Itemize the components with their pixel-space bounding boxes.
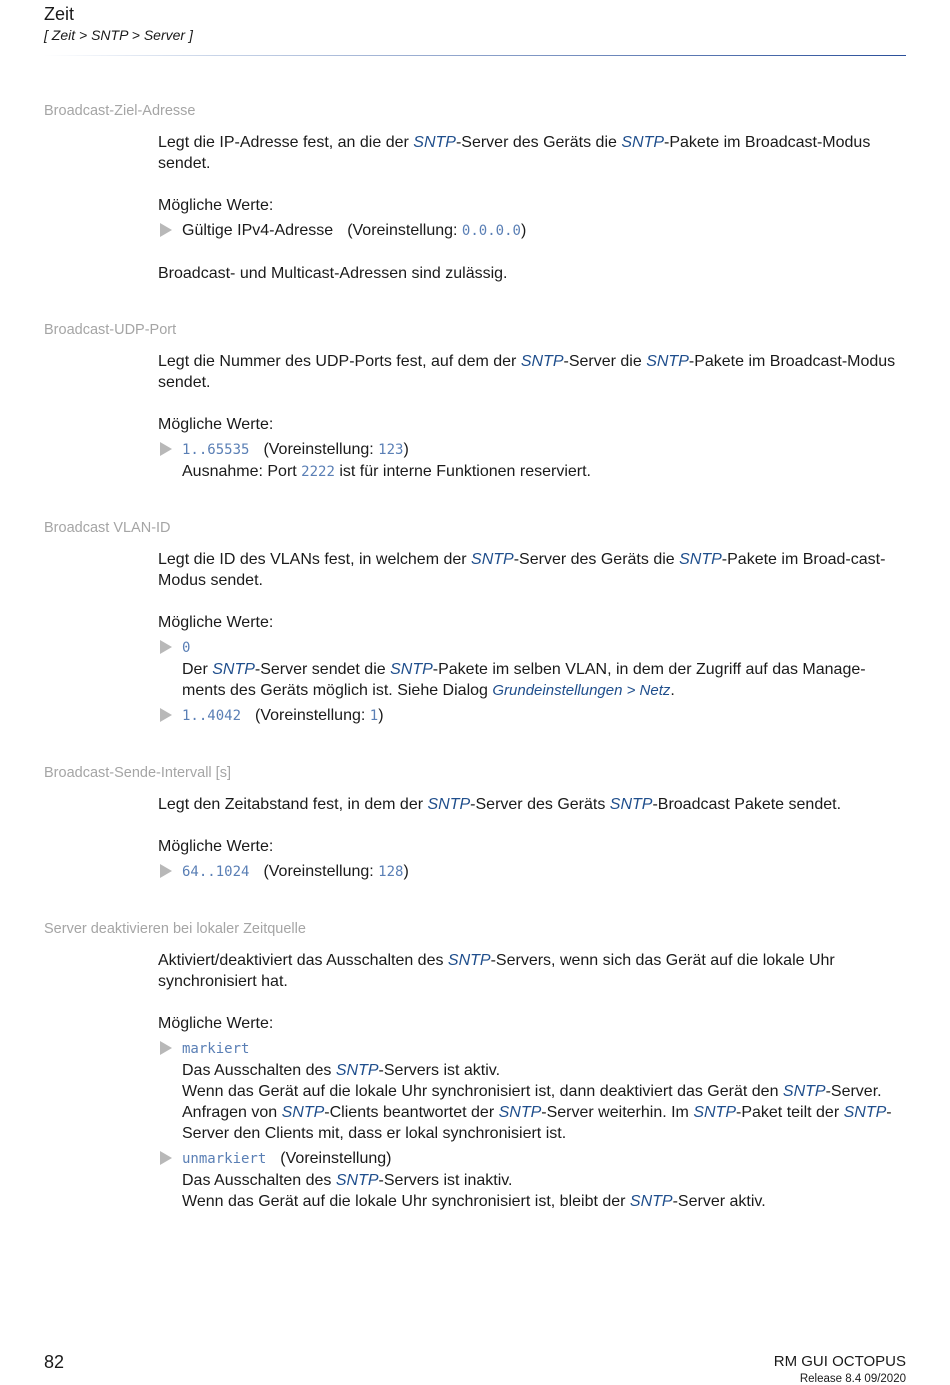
section-body-broadcast-target-address: [158, 132, 908, 284]
possible-values-label: Mögliche Werte:: [158, 197, 274, 214]
value-range: 1..4042: [182, 708, 242, 724]
section-title-broadcast-vlan-id: Broadcast VLAN-ID: [44, 520, 171, 536]
section-title-server-disable-local-time: Server deaktivieren bei lokaler Zeitquelle: [44, 921, 306, 937]
section-body-broadcast-vlan-id: [158, 549, 908, 727]
option-unchecked: unmarkiert: [182, 1151, 267, 1167]
bullet-triangle-icon: [160, 442, 172, 456]
release-info: Release 8.4 09/2020: [799, 1373, 906, 1385]
sntp-term: SNTP: [843, 1104, 887, 1121]
section-note: Broadcast- und Multicast-Adressen sind zulässig.: [158, 265, 508, 282]
list-item: 1..65535 (Voreinstellung: 123) Ausnahme: Port 2222 ist für interne Funktionen reserviert.: [158, 439, 908, 483]
sntp-term: SNTP: [782, 1083, 826, 1100]
list-item: 1..4042 (Voreinstellung: 1): [158, 705, 908, 727]
list-item: unmarkiert (Voreinstellung) Das Ausschalten des SNTP-Servers ist inaktiv. Wenn das Gerät auf die lokale Uhr synchronisiert ist, bleibt der SNTP-Server aktiv.: [158, 1148, 908, 1212]
section-description: Legt die Nummer des UDP-Ports fest, auf dem der SNTP-Server die SNTP-Pakete im Broadcast-Modus sendet.: [158, 353, 896, 391]
section-description: Aktiviert/deaktiviert das Ausschalten des SNTP-Servers, wenn sich das Gerät auf die lokale Uhr synchronisiert hat.: [158, 952, 835, 990]
bullet-triangle-icon: [160, 708, 172, 722]
list-item: 0 Der SNTP-Server sendet die SNTP-Pakete im selben VLAN, in dem der Zugriff auf das Manage-ments des Geräts möglich ist. Siehe Dialog Grundeinstellungen > Netz.: [158, 637, 908, 701]
sntp-term: SNTP: [498, 1104, 542, 1121]
page-chapter-title: Zeit: [44, 4, 75, 24]
list-item: markiert Das Ausschalten des SNTP-Servers ist aktiv. Wenn das Gerät auf die lokale Uhr synchronisiert ist, dann deaktiviert das Gerät den SNTP-Server. Anfragen von SNTP-Clients beantwortet der SNTP-Server weiterhin. Im SNTP-Paket teilt der SNTP-Server den Clients mit, dass er lokal synchronisiert ist.: [158, 1038, 908, 1144]
sntp-term: SNTP: [629, 1193, 673, 1210]
sntp-term: SNTP: [335, 1172, 379, 1189]
list-item: Gültige IPv4-Adresse (Voreinstellung: 0.0.0.0): [158, 220, 908, 242]
possible-values-label: Mögliche Werte:: [158, 614, 274, 631]
default-value: 128: [378, 864, 404, 880]
default-value: 0.0.0.0: [461, 223, 521, 239]
sntp-term: SNTP: [679, 551, 722, 568]
section-body-broadcast-udp-port: [158, 351, 908, 483]
sntp-term: SNTP: [390, 661, 433, 678]
possible-values-label: Mögliche Werte:: [158, 838, 274, 855]
sntp-term: SNTP: [609, 796, 653, 813]
header-rule: [44, 55, 906, 56]
section-description: Legt den Zeitabstand fest, in dem der SNTP-Server des Geräts SNTP-Broadcast Pakete sendet.: [158, 796, 842, 813]
sntp-term: SNTP: [693, 1104, 736, 1121]
possible-values-label: Mögliche Werte:: [158, 416, 274, 433]
bullet-triangle-icon: [160, 640, 172, 654]
default-value: 1: [369, 708, 379, 724]
section-body-broadcast-send-interval: [158, 794, 908, 883]
possible-values-label: Mögliche Werte:: [158, 1015, 274, 1032]
page-number: 82: [44, 1352, 65, 1372]
value-range: 64..1024: [182, 864, 250, 880]
document-name: RM GUI OCTOPUS: [773, 1353, 906, 1370]
breadcrumb: [ Zeit > SNTP > Server ]: [44, 27, 193, 43]
dialog-link-basic-settings-network[interactable]: Grundeinstellungen > Netz: [492, 682, 671, 699]
section-title-broadcast-send-interval: Broadcast-Sende-Intervall [s]: [44, 765, 231, 781]
section-title-broadcast-udp-port: Broadcast-UDP-Port: [44, 322, 177, 338]
section-title-broadcast-target-address: Broadcast-Ziel-Adresse: [44, 103, 196, 119]
value-zero: 0: [182, 640, 191, 656]
sntp-term: SNTP: [471, 551, 514, 568]
sntp-term: SNTP: [520, 353, 564, 370]
option-checked: markiert: [182, 1041, 250, 1057]
sntp-term: SNTP: [212, 661, 255, 678]
sntp-term: SNTP: [281, 1104, 325, 1121]
section-description: Legt die ID des VLANs fest, in welchem der SNTP-Server des Geräts die SNTP-Pakete im Broad-cast-Modus sendet.: [158, 551, 886, 589]
value-range: 1..65535: [182, 442, 250, 458]
sntp-term: SNTP: [447, 952, 491, 969]
sntp-term: SNTP: [427, 796, 471, 813]
bullet-triangle-icon: [160, 1151, 172, 1165]
list-item: 64..1024 (Voreinstellung: 128): [158, 861, 908, 883]
bullet-triangle-icon: [160, 1041, 172, 1055]
bullet-triangle-icon: [160, 864, 172, 878]
section-description: Legt die IP-Adresse fest, an die der SNTP-Server des Geräts die SNTP-Pakete im Broadcast-Modus sendet.: [158, 134, 871, 172]
bullet-triangle-icon: [160, 223, 172, 237]
sntp-term: SNTP: [413, 134, 456, 151]
section-body-server-disable-local-time: [158, 950, 908, 1212]
sntp-term: SNTP: [646, 353, 689, 370]
sntp-term: SNTP: [621, 134, 665, 151]
default-value: 123: [378, 442, 404, 458]
sntp-term: SNTP: [335, 1062, 379, 1079]
